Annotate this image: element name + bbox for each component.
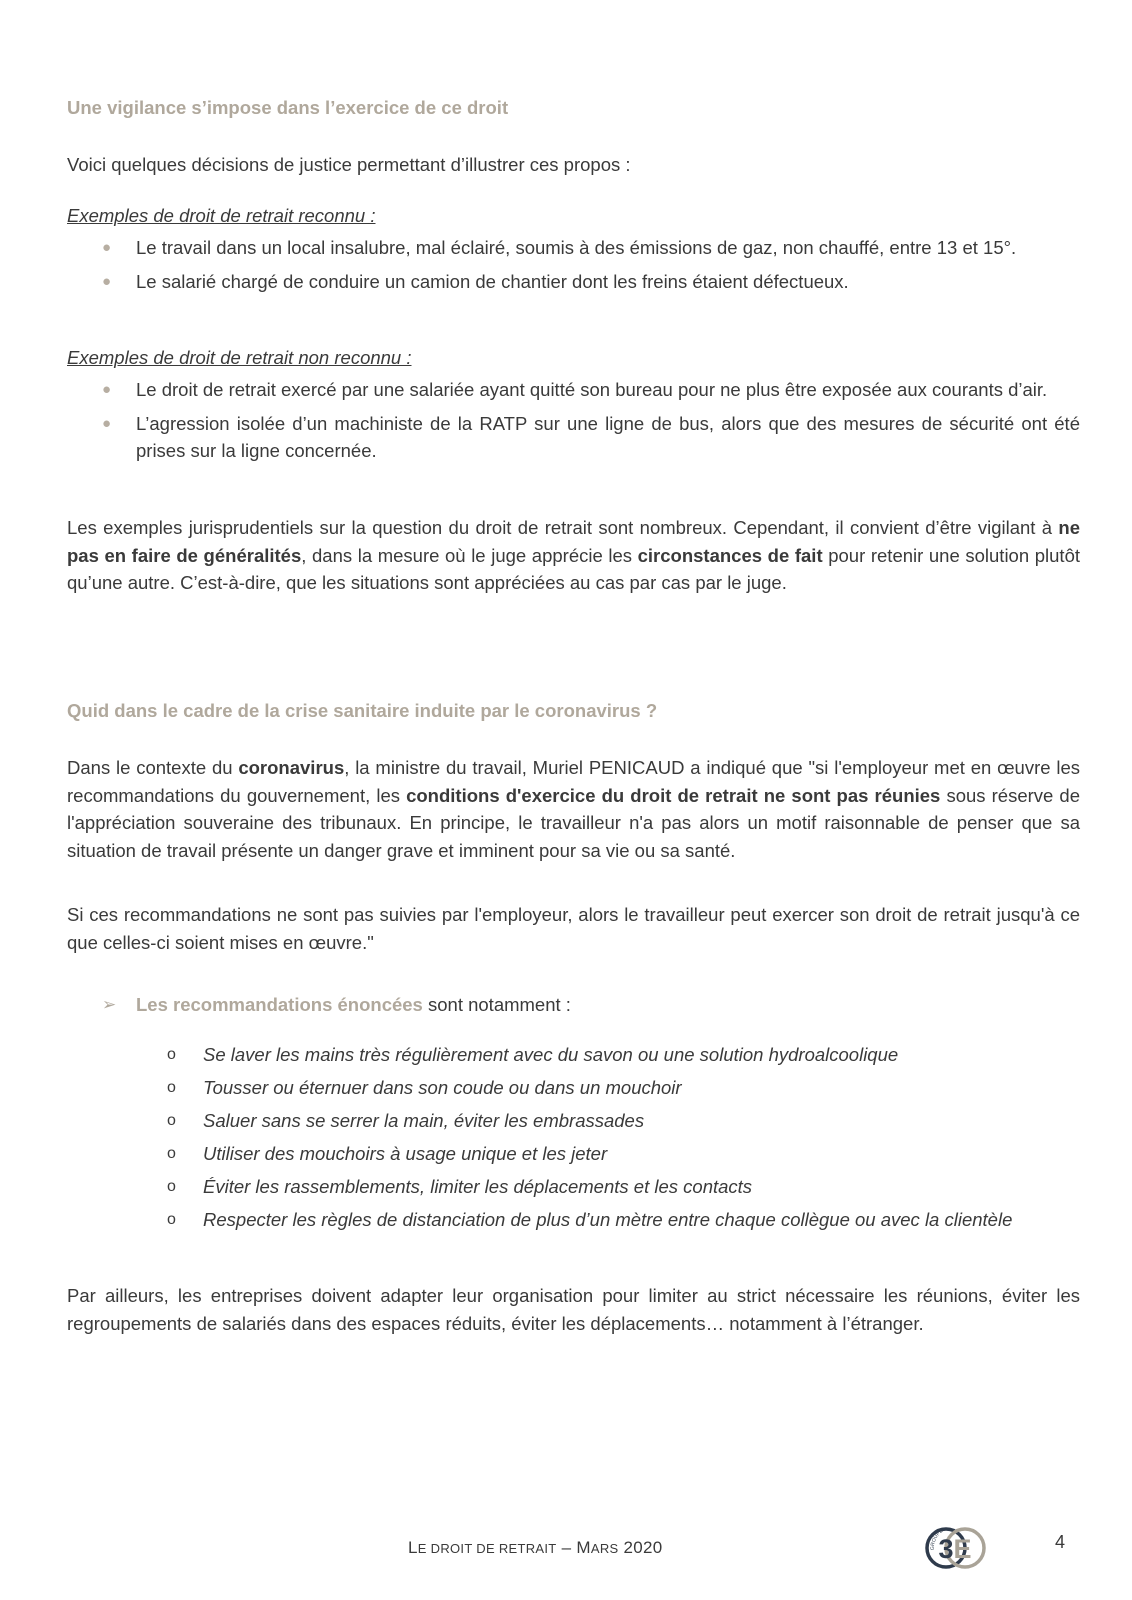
bullet-icon: ● <box>102 239 112 256</box>
coronavirus-paragraph: Dans le contexte du coronavirus, la ministre du travail, Muriel PENICAUD a indiqué que "si l'employeur met en œuvre les recommandations du gouvernement, les conditions d'exercice du droit de retrait ne sont pas réunies sous réserve de l'appréciation souveraine des tribunaux. En principe, le travailleur n'a pas alors un motif raisonnable de penser que sa situation de travail présente un danger grave et imminent pour sa vie ou sa santé. <box>67 757 1081 861</box>
bullet-icon: ● <box>102 414 112 432</box>
section-heading-vigilance: Une vigilance s’impose dans l’exercice de ce droit <box>67 97 509 118</box>
list-item: o Éviter les rassemblements, limiter les déplacements et les contacts <box>67 1173 1080 1201</box>
conclusion-paragraph: Les exemples jurisprudentiels sur la question du droit de retrait sont nombreux. Cependant, il convient d’être vigilant à ne pas en faire de généralités, dans la mesure où le juge apprécie les circonstances de fait pour retenir une solution plutôt qu’une autre. C’est-à-dire, que les situations sont appréciées au cas par cas par le juge. <box>67 517 1080 593</box>
circle-bullet-icon: o <box>167 1178 176 1195</box>
circle-bullet-icon: o <box>167 1211 176 1228</box>
list-item: o Utiliser des mouchoirs à usage unique et les jeter <box>67 1140 1080 1168</box>
footer-title: LE DROIT DE RETRAIT – MARS 2020 <box>408 1538 663 1557</box>
groupe-3e-logo <box>924 1520 990 1572</box>
subheading-non-reconnu: Exemples de droit de retrait non reconnu : <box>67 347 412 368</box>
recommendations-followup-paragraph: Si ces recommandations ne sont pas suivies par l'employeur, alors le travailleur peut exercer son droit de retrait jusqu'à ce que celles-ci soient mises en œuvre." <box>67 904 1080 953</box>
bullet-icon: ● <box>102 272 112 290</box>
section-heading-coronavirus: Quid dans le cadre de la crise sanitaire induite par le coronavirus ? <box>67 700 658 721</box>
list-item: o Saluer sans se serrer la main, éviter les embrassades <box>67 1107 1080 1135</box>
circle-bullet-icon: o <box>167 1145 176 1162</box>
bullet-icon: ● <box>102 381 112 398</box>
subheading-reconnu: Exemples de droit de retrait reconnu : <box>67 205 376 226</box>
recommendations-intro: ➢ Les recommandations énoncées sont notamment : <box>67 991 1132 1019</box>
circle-bullet-icon: o <box>167 1079 176 1096</box>
circle-bullet-icon: o <box>167 1046 176 1063</box>
arrow-bullet-icon: ➢ <box>102 995 117 1014</box>
list-item: ● L’agression isolée d’un machiniste de la RATP sur une ligne de bus, alors que des mesures de sécurité ont été prises sur la ligne concernée. <box>67 410 1080 465</box>
list-reconnu <box>67 234 1080 295</box>
page-footer <box>0 1527 1132 1578</box>
list-item: o Se laver les mains très régulièrement avec du savon ou une solution hydroalcoolique <box>67 1041 1080 1069</box>
closing-paragraph: Par ailleurs, les entreprises doivent adapter leur organisation pour limiter au strict nécessaire les réunions, éviter les regroupements de salariés dans des espaces réduits, éviter les déplacements… notamment à l’étranger. <box>67 1285 1080 1334</box>
list-item: ● Le droit de retrait exercé par une salariée ayant quitté son bureau pour ne plus être exposée aux courants d’air. <box>67 376 1080 404</box>
list-item: o Respecter les règles de distanciation de plus d’un mètre entre chaque collègue ou avec la clientèle <box>67 1206 1080 1234</box>
circle-bullet-icon: o <box>167 1112 176 1129</box>
list-item: o Tousser ou éternuer dans son coude ou dans un mouchoir <box>67 1074 1080 1102</box>
logo-letters: 3E <box>938 1534 972 1564</box>
list-item: ● Le travail dans un local insalubre, mal éclairé, soumis à des émissions de gaz, non chauffé, entre 13 et 15°. <box>67 234 1080 262</box>
list-item: ● Le salarié chargé de conduire un camion de chantier dont les freins étaient défectueux. <box>67 268 1080 296</box>
recommendations-list <box>67 1041 1080 1234</box>
logo-ring-text: GROUPE <box>929 1527 945 1551</box>
page-number: 4 <box>1055 1532 1066 1552</box>
intro-paragraph: Voici quelques décisions de justice permettant d’illustrer ces propos : <box>67 154 631 175</box>
list-non-reconnu <box>67 376 1080 465</box>
